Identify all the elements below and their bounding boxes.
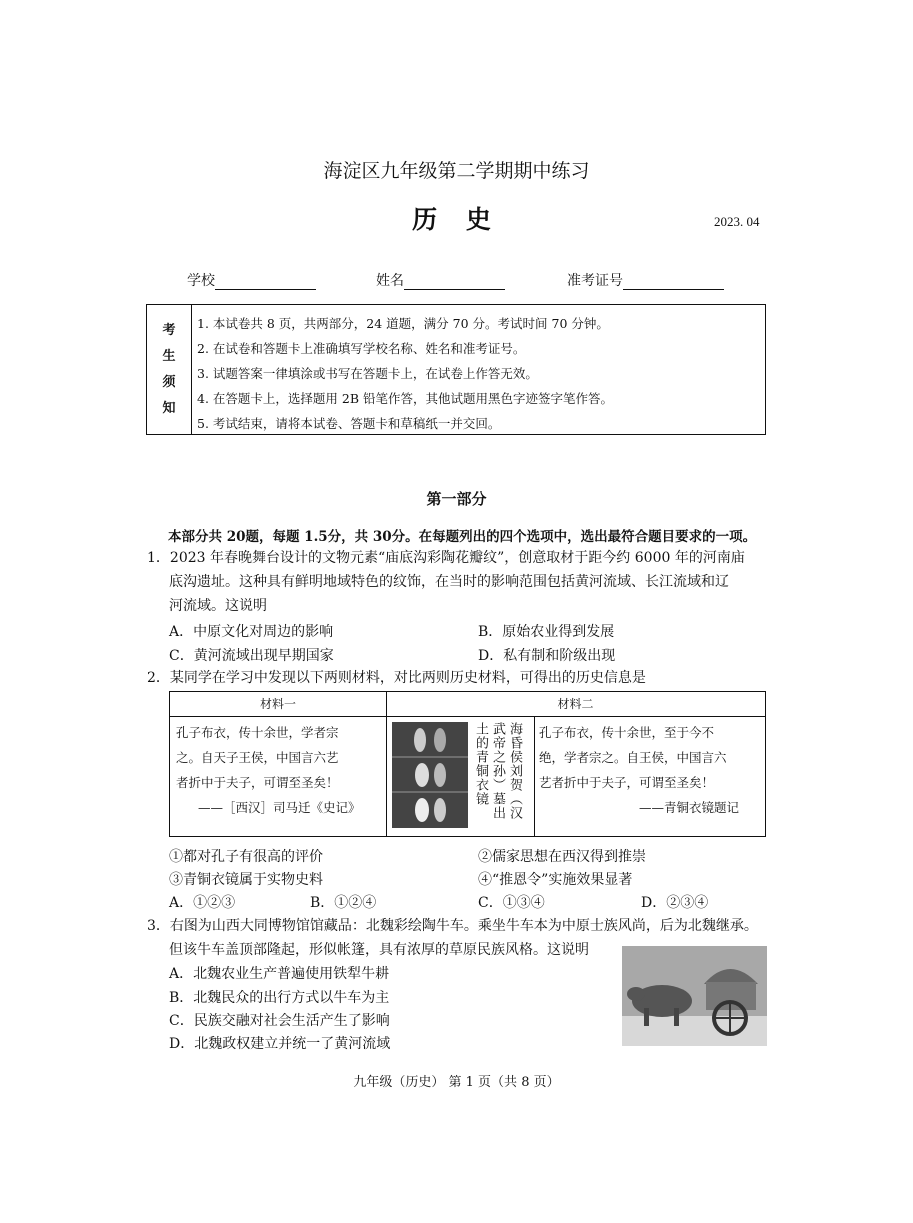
mirror-caption: 海昏侯刘贺（汉 武帝之孙）墓出 土的青铜衣镜 [473, 722, 522, 820]
q2-option-c[interactable]: C．①③④ [478, 895, 545, 911]
name-label: 姓名 [376, 273, 404, 289]
q2-statement-2: ②儒家思想在西汉得到推崇 [478, 849, 646, 865]
materials-table [169, 691, 766, 837]
section-title: 第一部分 [426, 490, 487, 508]
notice-item: 3. 试题答案一律填涂或书写在答题卡上，在试卷上作答无效。 [197, 366, 538, 381]
ox-cart-icon [622, 946, 767, 1046]
notice-item: 2. 在试卷和答题卡上准确填写学校名称、姓名和准考证号。 [197, 341, 526, 356]
exam-date: 2023. 04 [714, 214, 760, 229]
q1-option-c[interactable]: C．黄河流域出现早期国家 [169, 648, 334, 664]
q3-option-a[interactable]: A．北魏农业生产普遍使用铁犁牛耕 [169, 966, 390, 982]
notice-item: 5. 考试结束，请将本试卷、答题卡和草稿纸一并交回。 [197, 416, 501, 431]
subject-title: 历 史 [412, 205, 501, 234]
material-1-text: 孔子布衣，传十余世，学者宗 之。自天子王侯，中国言六艺 者折中于夫子，可谓至圣矣！ ——［西汉］司马迁《史记》 [176, 725, 361, 815]
exam-id-blank[interactable] [623, 275, 724, 290]
question-3-stem: 3．右图为山西大同博物馆馆藏品：北魏彩绘陶牛车。乘坐牛车本为中原士族风尚，后为北魏继承。 但该牛车盖顶部隆起，形似帐篷，具有浓厚的草原民族风格。这说明 [147, 918, 758, 958]
column-divider [534, 716, 535, 836]
notice-item: 1. 本试卷共 8 页，共两部分，24 道题，满分 70 分。考试时间 70 分钟。 [197, 316, 609, 331]
name-field[interactable] [376, 270, 505, 290]
exam-title: 海淀区九年级第二学期期中练习 [323, 160, 590, 182]
notice-item: 4. 在答题卡上，选择题用 2B 铅笔作答，其他试题用黑色字迹签字笔作答。 [197, 391, 613, 406]
question-1-stem: 1．2023 年春晚舞台设计的文物元素“庙底沟彩陶花瓣纹”，创意取材于距今约 6000 年的河南庙 底沟遗址。这种具有鲜明地域特色的纹饰，在当时的影响范围包括黄河流域、长江流域和辽 河流域。这说明 [147, 550, 745, 614]
column-divider [386, 692, 387, 836]
school-field[interactable] [187, 270, 316, 290]
name-blank[interactable] [404, 275, 505, 290]
q3-option-d[interactable]: D．北魏政权建立并统一了黄河流域 [169, 1036, 391, 1052]
q2-statement-3: ③青铜衣镜属于实物史料 [169, 872, 323, 888]
page-footer: 九年级（历史） 第 1 页（共 8 页） [353, 1075, 560, 1090]
q3-option-b[interactable]: B．北魏民众的出行方式以牛车为主 [169, 990, 390, 1006]
candidate-notice-box [146, 304, 766, 435]
exam-id-label: 准考证号 [567, 273, 623, 289]
school-label: 学校 [187, 273, 215, 289]
notice-heading: 考 生 须 知 [147, 305, 192, 434]
exam-id-field[interactable] [567, 270, 724, 290]
ox-cart-image [622, 946, 767, 1046]
notice-items [197, 311, 613, 436]
q1-option-d[interactable]: D．私有制和阶级出现 [478, 648, 616, 664]
q2-statement-1: ①都对孔子有很高的评价 [169, 849, 323, 865]
q1-option-a[interactable]: A．中原文化对周边的影响 [169, 624, 334, 640]
q3-option-c[interactable]: C．民族交融对社会生活产生了影响 [169, 1013, 390, 1029]
q2-option-a[interactable]: A．①②③ [169, 895, 236, 911]
question-2-stem: 2．某同学在学习中发现以下两则材料，对比两则历史材料，可得出的历史信息是 [147, 670, 646, 686]
q2-option-b[interactable]: B．①②④ [310, 895, 377, 911]
material-2-header: 材料二 [386, 692, 765, 717]
bronze-mirror-image [392, 722, 468, 828]
school-blank[interactable] [215, 275, 316, 290]
q1-option-b[interactable]: B．原始农业得到发展 [478, 624, 615, 640]
bronze-mirror-figures-icon [392, 722, 468, 828]
material-2-text: 孔子布衣，传十余世，至于今不 绝，学者宗之。自王侯，中国言六 艺者折中于夫子，可谓至圣矣！ ——青铜衣镜题记 [539, 725, 740, 815]
material-1-header: 材料一 [170, 692, 386, 717]
section-intro: 本部分共 20题，每题 1.5分，共 30分。在每题列出的四个选项中，选出最符合题目要求的一项。 [168, 529, 757, 545]
q2-statement-4: ④“推恩令”实施效果显著 [478, 872, 633, 888]
q2-option-d[interactable]: D．②③④ [641, 895, 709, 911]
